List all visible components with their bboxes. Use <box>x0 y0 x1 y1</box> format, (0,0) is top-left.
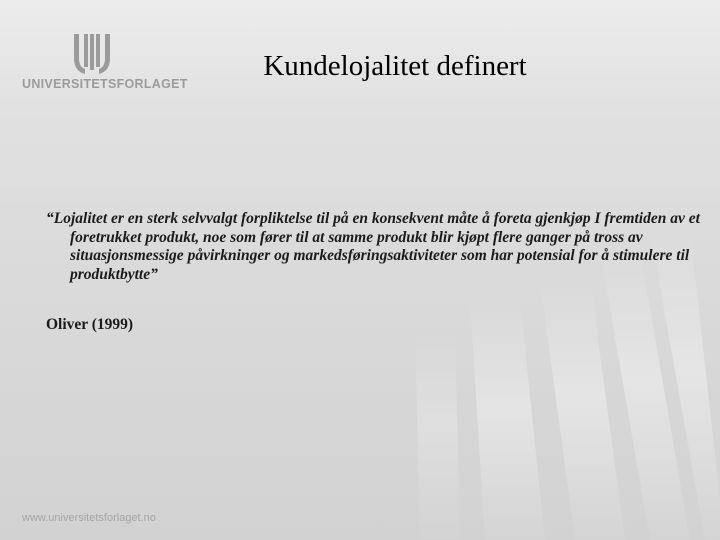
u-monogram-icon <box>72 34 112 74</box>
footer-url: www.universitetsforlaget.no <box>22 512 156 524</box>
quote-source: Oliver (1999) <box>46 316 134 333</box>
publisher-logo <box>22 34 188 94</box>
slide-title: Kundelojalitet definert <box>263 50 527 82</box>
definition-quote: “Lojalitet er en sterk selvvalgt forpliktelse til på en konsekvent måte å foreta gjenkjøp I fremtiden av et foretrukket produkt, noe som fører til at samme produkt blir kjøpt flere ganger på tross av situasjonsmessige påvirkninger og markedsføringsaktiviteter som har potensial for å stimulere til produktbytte” <box>46 210 700 283</box>
logo-wordmark: UNIVERSITETSFORLAGET <box>22 77 188 91</box>
